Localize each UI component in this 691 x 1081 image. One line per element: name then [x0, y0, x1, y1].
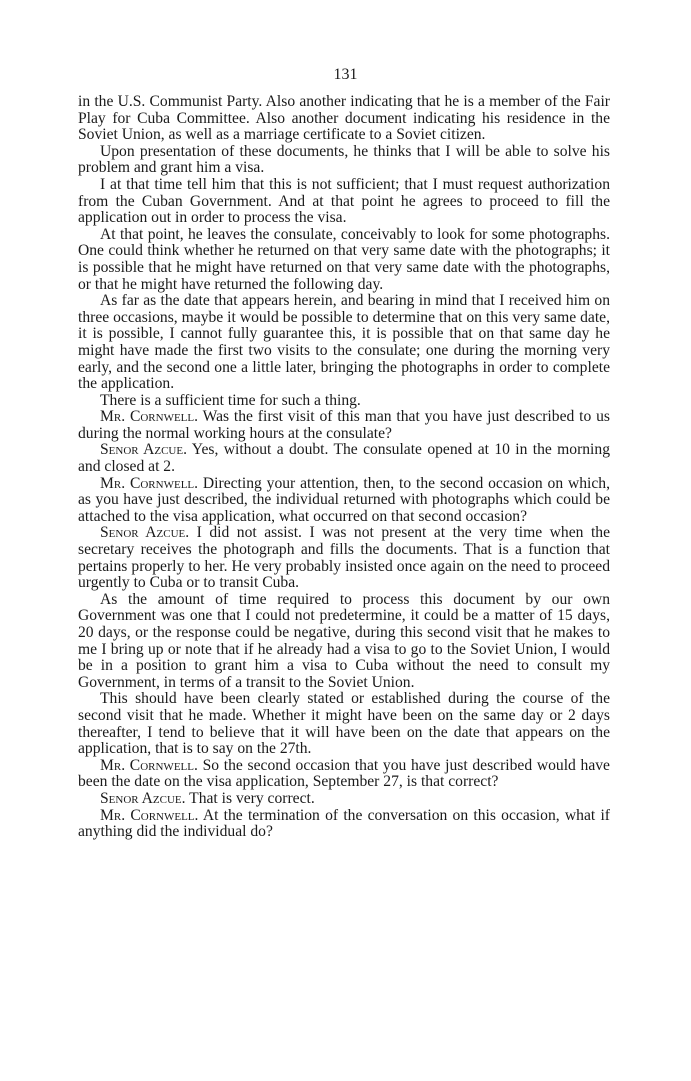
paragraph: [78, 476, 610, 526]
speaker-name: Mr. Cornwell.: [100, 806, 199, 824]
speaker-name: Mr. Cornwell.: [100, 474, 199, 492]
paragraph-text: As far as the date that appears herein, and bearing in mind that I received him on three occasions, maybe it would be possible to determine that on this very same date, it is possible, I cannot fully guarantee this, it is possible that on that same day he might have made the first two visits to the consulate; one during the morning very early, and the second one a little later, bringing the photographs in order to complete the application.: [78, 292, 610, 393]
paragraph: [78, 227, 610, 293]
paragraph-text: That is very correct.: [189, 789, 315, 807]
paragraph: [78, 791, 610, 808]
paragraph-text: This should have been clearly stated or established during the course of the second visit that he made. Whether it might have been on the same day or 2 days thereafter, I tend to believe that it will have been on the date that appears on the application, that is to say on the 27th.: [78, 690, 610, 758]
paragraph: [78, 691, 610, 757]
paragraph: [78, 393, 610, 410]
body-text: [78, 94, 610, 841]
paragraph-text: I at that time tell him that this is not sufficient; that I must request authorization from the Cuban Government. And at that point he agrees to proceed to fill the application out in order to process the visa.: [78, 175, 610, 227]
paragraph-text: in the U.S. Communist Party. Also another indicating that he is a member of the Fair Play for Cuba Committee. Also another document indicating his residence in the Soviet Union, as well as a marriage certificate to a Soviet citizen.: [78, 93, 610, 144]
paragraph-text: I did not assist. I was not present at the very time when the secretary receives the photograph and fills the documents. That is a function that pertains properly to her. He very probably insisted once again on the need to proceed urgently to Cuba or to transit Cuba.: [78, 524, 610, 592]
page-number: 131: [333, 66, 358, 83]
paragraph-text: Was the first visit of this man that you have just described to us during the normal working hours at the consulate?: [78, 408, 610, 442]
paragraph: [78, 293, 610, 393]
paragraph-text: Yes, without a doubt. The consulate opened at 10 in the morning and closed at 2.: [78, 441, 610, 476]
paragraph: [78, 442, 610, 475]
paragraph-text: So the second occasion that you have just described would have been the date on the visa application, September 27, is that correct?: [78, 756, 610, 791]
speaker-name: Senor Azcue.: [100, 524, 190, 542]
paragraph-text: At that point, he leaves the consulate, conceivably to look for some photographs. One could think whether he returned on that very same date with the photographs; it is possible that he might have returned on that very same date with the photographs, or that he might have returned the following day.: [78, 225, 610, 293]
paragraph: [78, 409, 610, 442]
speaker-name: Mr. Cornwell.: [100, 756, 198, 774]
paragraph: [78, 144, 610, 177]
paragraph-text: Upon presentation of these documents, he thinks that I will be able to solve his problem and grant him a visa.: [78, 142, 610, 177]
speaker-name: Senor Azcue.: [100, 789, 186, 807]
paragraph-text: As the amount of time required to process this document by our own Government was one that I could not predetermine, it could be a matter of 15 days, 20 days, or the response could be negative, during this second visit that he makes to me I bring up or note that if he already had a visa to go to the Soviet Union, I would be in a position to grant him a visa to Cuba without the need to consult my Government, in terms of a transit to the Soviet Union.: [78, 590, 610, 691]
paragraph: [78, 592, 610, 692]
paragraph: [78, 758, 610, 791]
paragraph: [78, 94, 610, 144]
paragraph-text: There is a sufficient time for such a thing.: [100, 391, 361, 409]
speaker-name: Senor Azcue.: [100, 441, 187, 459]
paragraph-text: At the termination of the conversation on this occasion, what if anything did the individual do?: [78, 806, 610, 841]
paragraph: [78, 177, 610, 227]
paragraph-text: Directing your attention, then, to the second occasion on which, as you have just described, the individual returned with photographs which could be attached to the visa application, what occurred on that second occasion?: [78, 474, 610, 525]
paragraph: [78, 525, 610, 591]
speaker-name: Mr. Cornwell.: [100, 408, 199, 426]
paragraph: [78, 808, 610, 841]
